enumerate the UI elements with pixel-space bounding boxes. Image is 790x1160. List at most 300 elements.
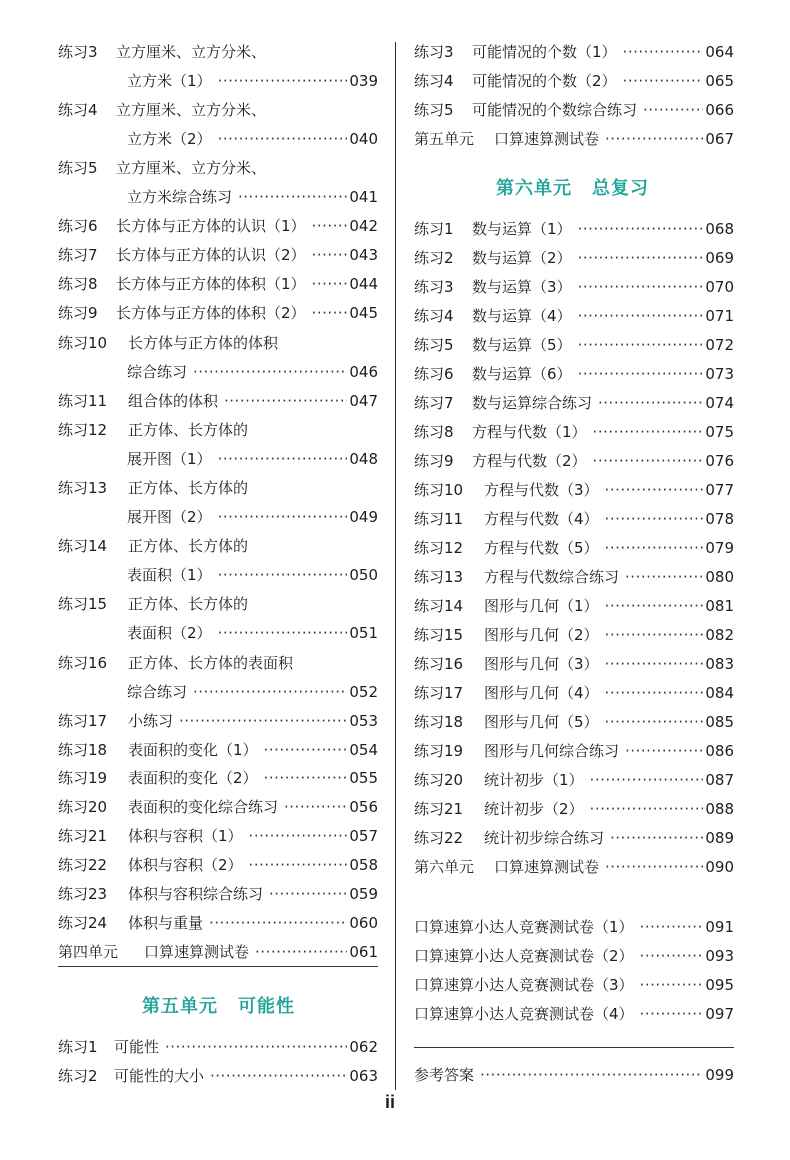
entry-number: 练习5 — [58, 159, 98, 177]
entry-page-number: 041 — [349, 188, 378, 206]
entry-page-number: 062 — [349, 1038, 378, 1056]
dot-leader — [249, 851, 348, 879]
entry-number: 练习22 — [414, 829, 464, 847]
toc-entry[interactable] — [58, 96, 378, 124]
entry-page-number: 056 — [349, 798, 378, 816]
entry-number: 练习17 — [58, 712, 108, 730]
entry-page-number: 057 — [349, 827, 378, 845]
toc-entry[interactable] — [414, 563, 734, 591]
toc-entry[interactable] — [58, 1062, 378, 1090]
entry-page-number: 040 — [349, 130, 378, 148]
toc-entry[interactable] — [58, 416, 378, 444]
entry-number: 练习6 — [58, 217, 98, 235]
entry-number: 练习21 — [58, 827, 108, 845]
toc-entry[interactable] — [414, 942, 734, 970]
entry-title: 长方体与正方体的体积（1） — [116, 275, 306, 293]
entry-title: 综合练习 — [127, 683, 188, 701]
toc-entry[interactable] — [414, 302, 734, 330]
dot-leader — [605, 853, 703, 881]
entry-number: 练习1 — [414, 220, 454, 238]
dot-leader — [224, 387, 347, 415]
entry-title: 可能情况的个数综合练习 — [472, 101, 638, 119]
entry-page-number: 093 — [705, 947, 734, 965]
entry-number: 练习3 — [414, 278, 454, 296]
dot-leader — [264, 736, 348, 764]
toc-entry[interactable] — [58, 793, 378, 821]
toc-entry[interactable] — [414, 621, 734, 649]
entry-title: 体积与容积综合练习 — [128, 885, 264, 903]
toc-entry[interactable] — [58, 1033, 378, 1061]
entry-title: 数与运算（5） — [472, 336, 572, 354]
entry-number: 练习15 — [58, 595, 108, 613]
entry-title: 小练习 — [128, 712, 174, 730]
entry-page-number: 077 — [705, 481, 734, 499]
dot-leader — [218, 561, 348, 589]
toc-entry[interactable] — [414, 331, 734, 359]
entry-page-number: 042 — [349, 217, 378, 235]
entry-title: 图形与几何（3） — [484, 655, 599, 673]
dot-leader — [605, 505, 704, 533]
toc-entry[interactable] — [58, 707, 378, 735]
dot-leader — [255, 938, 347, 966]
entry-title: 图形与几何（1） — [484, 597, 599, 615]
entry-number: 练习14 — [58, 537, 108, 555]
entry-title: 表面积（2） — [127, 624, 212, 642]
entry-page-number: 048 — [349, 450, 378, 468]
entry-page-number: 045 — [349, 304, 378, 322]
toc-entry[interactable] — [58, 590, 378, 618]
entry-page-number: 060 — [349, 914, 378, 932]
entry-number: 练习18 — [58, 741, 108, 759]
toc-entry[interactable] — [58, 880, 378, 908]
entry-number: 练习3 — [58, 43, 98, 61]
dot-leader — [238, 183, 347, 211]
entry-page-number: 070 — [705, 278, 734, 296]
toc-entry[interactable] — [58, 851, 378, 879]
toc-entry[interactable] — [58, 154, 378, 182]
entry-page-number: 088 — [705, 800, 734, 818]
entry-number: 第六单元 — [414, 858, 475, 876]
entry-page-number: 047 — [349, 392, 378, 410]
entry-page-number: 091 — [705, 918, 734, 936]
separator-line — [414, 1047, 734, 1048]
toc-entry[interactable] — [58, 736, 378, 764]
entry-title: 立方米（1） — [127, 72, 212, 90]
entry-title: 表面积的变化（2） — [128, 769, 258, 787]
toc-entry[interactable] — [414, 534, 734, 562]
entry-title: 方程与代数综合练习 — [484, 568, 620, 586]
entry-title: 表面积（1） — [127, 566, 212, 584]
entry-title: 口算速算小达人竞赛测试卷（3） — [414, 976, 634, 994]
entry-title: 口算速算小达人竞赛测试卷（4） — [414, 1005, 634, 1023]
entry-page-number: 078 — [705, 510, 734, 528]
entry-title: 可能情况的个数（1） — [472, 43, 617, 61]
entry-title: 数与运算（1） — [472, 220, 572, 238]
toc-entry[interactable] — [58, 299, 378, 327]
dot-leader — [605, 592, 704, 620]
dot-leader — [179, 707, 347, 735]
toc-entry[interactable] — [414, 389, 734, 417]
entry-page-number: 083 — [705, 655, 734, 673]
toc-entry[interactable] — [58, 561, 378, 589]
entry-title: 立方厘米、立方分米、 — [116, 43, 267, 61]
toc-entry[interactable] — [414, 1000, 734, 1028]
column-divider — [395, 42, 396, 1090]
entry-page-number: 071 — [705, 307, 734, 325]
toc-entry[interactable] — [58, 532, 378, 560]
entry-title: 正方体、长方体的 — [128, 421, 249, 439]
entry-title: 方程与代数（1） — [472, 423, 587, 441]
entry-page-number: 085 — [705, 713, 734, 731]
entry-number: 练习8 — [414, 423, 454, 441]
entry-page-number: 068 — [705, 220, 734, 238]
dot-leader — [625, 563, 703, 591]
entry-number: 练习2 — [58, 1067, 98, 1085]
toc-entry[interactable] — [58, 822, 378, 850]
entry-page-number: 076 — [705, 452, 734, 470]
entry-title: 方程与代数（4） — [484, 510, 599, 528]
dot-leader — [578, 244, 704, 272]
dot-leader — [264, 764, 348, 792]
dot-leader — [249, 822, 348, 850]
entry-page-number: 080 — [705, 568, 734, 586]
entry-page-number: 099 — [705, 1066, 734, 1084]
dot-leader — [312, 299, 348, 327]
dot-leader — [605, 125, 703, 153]
entry-title: 可能性的大小 — [114, 1067, 205, 1085]
toc-entry[interactable] — [58, 678, 378, 706]
entry-page-number: 081 — [705, 597, 734, 615]
toc-entry[interactable] — [414, 67, 734, 95]
entry-number: 练习4 — [58, 101, 98, 119]
entry-number: 练习21 — [414, 800, 464, 818]
toc-entry[interactable] — [58, 125, 378, 153]
entry-title: 正方体、长方体的 — [128, 595, 249, 613]
toc-entry[interactable] — [414, 273, 734, 301]
toc-entry[interactable] — [414, 824, 734, 852]
entry-number: 练习18 — [414, 713, 464, 731]
entry-title: 方程与代数（2） — [472, 452, 587, 470]
entry-number: 练习10 — [414, 481, 464, 499]
section-unit-label: 第五单元 — [142, 996, 218, 1017]
dot-leader — [218, 445, 348, 473]
toc-entry[interactable] — [414, 38, 734, 66]
entry-title: 图形与几何（2） — [484, 626, 599, 644]
dot-leader — [593, 418, 704, 446]
entry-page-number: 043 — [349, 246, 378, 264]
entry-page-number: 069 — [705, 249, 734, 267]
dot-leader — [578, 273, 704, 301]
entry-page-number: 044 — [349, 275, 378, 293]
entry-number: 练习4 — [414, 307, 454, 325]
entry-title: 数与运算（6） — [472, 365, 572, 383]
dot-leader — [605, 476, 704, 504]
toc-entry[interactable] — [58, 38, 378, 66]
entry-number: 练习10 — [58, 334, 108, 352]
section-heading — [142, 990, 295, 1024]
entry-title: 可能情况的个数（2） — [472, 72, 617, 90]
dot-leader — [218, 67, 348, 95]
dot-leader — [312, 270, 348, 298]
toc-entry[interactable] — [414, 418, 734, 446]
entry-number: 练习16 — [58, 654, 108, 672]
entry-page-number: 058 — [349, 856, 378, 874]
toc-entry[interactable] — [414, 215, 734, 243]
toc-entry[interactable] — [414, 853, 734, 881]
dot-leader — [218, 125, 348, 153]
dot-leader — [605, 534, 704, 562]
section-title: 总复习 — [592, 178, 649, 199]
entry-number: 练习8 — [58, 275, 98, 293]
toc-entry[interactable] — [58, 938, 378, 966]
page-number: ii — [385, 1092, 396, 1112]
entry-number: 练习13 — [58, 479, 108, 497]
dot-leader — [165, 1033, 347, 1061]
entry-page-number: 074 — [705, 394, 734, 412]
dot-leader — [625, 737, 703, 765]
entry-page-number: 097 — [705, 1005, 734, 1023]
dot-leader — [640, 942, 704, 970]
entry-number: 练习20 — [58, 798, 108, 816]
dot-leader — [640, 913, 704, 941]
entry-number: 练习23 — [58, 885, 108, 903]
dot-leader — [590, 766, 704, 794]
entry-title: 长方体与正方体的体积 — [128, 334, 279, 352]
dot-leader — [605, 708, 704, 736]
entry-page-number: 087 — [705, 771, 734, 789]
toc-entry[interactable] — [58, 270, 378, 298]
section-heading — [496, 172, 649, 206]
entry-number: 练习12 — [58, 421, 108, 439]
entry-page-number: 073 — [705, 365, 734, 383]
entry-number: 第五单元 — [414, 130, 475, 148]
entry-number: 练习7 — [58, 246, 98, 264]
toc-entry[interactable] — [414, 679, 734, 707]
entry-page-number: 053 — [349, 712, 378, 730]
dot-leader — [593, 447, 704, 475]
entry-number: 练习5 — [414, 336, 454, 354]
entry-number: 练习4 — [414, 72, 454, 90]
entry-title: 展开图（2） — [127, 508, 212, 526]
toc-entry[interactable] — [414, 244, 734, 272]
entry-title: 统计初步（2） — [484, 800, 584, 818]
entry-page-number: 084 — [705, 684, 734, 702]
entry-title: 口算速算小达人竞赛测试卷（2） — [414, 947, 634, 965]
toc-entry[interactable] — [58, 67, 378, 95]
entry-title: 长方体与正方体的体积（2） — [116, 304, 306, 322]
toc-entry[interactable] — [414, 592, 734, 620]
entry-page-number: 055 — [349, 769, 378, 787]
entry-title: 体积与容积（1） — [128, 827, 243, 845]
toc-entry[interactable] — [414, 913, 734, 941]
entry-number: 练习24 — [58, 914, 108, 932]
entry-page-number: 089 — [705, 829, 734, 847]
entry-page-number: 079 — [705, 539, 734, 557]
entry-page-number: 086 — [705, 742, 734, 760]
entry-title: 数与运算（2） — [472, 249, 572, 267]
dot-leader — [623, 38, 704, 66]
entry-page-number: 066 — [705, 101, 734, 119]
toc-entry[interactable] — [414, 737, 734, 765]
dot-leader — [312, 212, 348, 240]
entry-number: 练习6 — [414, 365, 454, 383]
toc-entry[interactable] — [58, 503, 378, 531]
toc-entry[interactable] — [58, 212, 378, 240]
entry-title: 口算速算测试卷 — [494, 130, 600, 148]
toc-entry[interactable] — [58, 764, 378, 792]
dot-leader — [312, 241, 348, 269]
entry-title: 表面积的变化（1） — [128, 741, 258, 759]
entry-title: 统计初步（1） — [484, 771, 584, 789]
dot-leader — [610, 824, 703, 852]
entry-number: 练习7 — [414, 394, 454, 412]
toc-entry[interactable] — [414, 125, 734, 153]
entry-title: 立方厘米、立方分米、 — [116, 159, 267, 177]
toc-entry[interactable] — [58, 183, 378, 211]
entry-title: 正方体、长方体的 — [128, 537, 249, 555]
entry-title: 组合体的体积 — [128, 392, 219, 410]
entry-title: 口算速算小达人竞赛测试卷（1） — [414, 918, 634, 936]
toc-entry[interactable] — [58, 474, 378, 502]
toc-entry[interactable] — [414, 1061, 734, 1089]
entry-number: 练习15 — [414, 626, 464, 644]
entry-title: 正方体、长方体的 — [128, 479, 249, 497]
entry-page-number: 072 — [705, 336, 734, 354]
entry-title: 图形与几何（5） — [484, 713, 599, 731]
entry-title: 正方体、长方体的表面积 — [128, 654, 294, 672]
entry-number: 练习9 — [414, 452, 454, 470]
entry-title: 表面积的变化综合练习 — [128, 798, 279, 816]
toc-entry[interactable] — [414, 766, 734, 794]
toc-entry[interactable] — [58, 241, 378, 269]
entry-title: 图形与几何综合练习 — [484, 742, 620, 760]
toc-entry[interactable] — [414, 476, 734, 504]
dot-leader — [578, 331, 704, 359]
toc-entry[interactable] — [414, 96, 734, 124]
toc-entry[interactable] — [58, 909, 378, 937]
entry-page-number: 095 — [705, 976, 734, 994]
entry-page-number: 067 — [705, 130, 734, 148]
toc-entry[interactable] — [58, 445, 378, 473]
entry-number: 练习12 — [414, 539, 464, 557]
toc-entry[interactable] — [414, 505, 734, 533]
entry-page-number: 063 — [349, 1067, 378, 1085]
entry-number: 练习20 — [414, 771, 464, 789]
dot-leader — [218, 619, 348, 647]
entry-title: 综合练习 — [127, 363, 188, 381]
entry-page-number: 046 — [349, 363, 378, 381]
entry-number: 练习2 — [414, 249, 454, 267]
entry-number: 练习5 — [414, 101, 454, 119]
entry-title: 方程与代数（3） — [484, 481, 599, 499]
entry-title: 口算速算测试卷 — [144, 943, 250, 961]
entry-number: 第四单元 — [58, 943, 119, 961]
dot-leader — [590, 795, 704, 823]
entry-page-number: 082 — [705, 626, 734, 644]
dot-leader — [218, 503, 348, 531]
entry-title: 体积与重量 — [128, 914, 204, 932]
dot-leader — [640, 971, 704, 999]
entry-page-number: 039 — [349, 72, 378, 90]
entry-page-number: 075 — [705, 423, 734, 441]
dot-leader — [643, 96, 703, 124]
section-unit-label: 第六单元 — [496, 178, 572, 199]
dot-leader — [269, 880, 347, 908]
entry-page-number: 061 — [349, 943, 378, 961]
entry-title: 立方米综合练习 — [127, 188, 233, 206]
toc-entry[interactable] — [58, 387, 378, 415]
toc-entry[interactable] — [414, 447, 734, 475]
dot-leader — [605, 679, 704, 707]
entry-page-number: 049 — [349, 508, 378, 526]
entry-title: 方程与代数（5） — [484, 539, 599, 557]
entry-number: 练习22 — [58, 856, 108, 874]
entry-title: 参考答案 — [414, 1066, 475, 1084]
entry-title: 长方体与正方体的认识（1） — [116, 217, 306, 235]
section-title: 可能性 — [238, 996, 295, 1017]
toc-entry[interactable] — [58, 619, 378, 647]
entry-number: 练习16 — [414, 655, 464, 673]
entry-page-number: 051 — [349, 624, 378, 642]
dot-leader — [480, 1061, 703, 1089]
entry-number: 练习19 — [58, 769, 108, 787]
entry-title: 数与运算综合练习 — [472, 394, 593, 412]
dot-leader — [578, 360, 704, 388]
toc-entry[interactable] — [414, 708, 734, 736]
entry-number: 练习17 — [414, 684, 464, 702]
entry-title: 展开图（1） — [127, 450, 212, 468]
entry-number: 练习19 — [414, 742, 464, 760]
toc-entry[interactable] — [58, 358, 378, 386]
entry-title: 统计初步综合练习 — [484, 829, 605, 847]
entry-number: 练习1 — [58, 1038, 98, 1056]
entry-title: 口算速算测试卷 — [494, 858, 600, 876]
separator-line — [58, 966, 378, 967]
entry-page-number: 050 — [349, 566, 378, 584]
dot-leader — [284, 793, 347, 821]
dot-leader — [193, 678, 347, 706]
toc-entry[interactable] — [58, 649, 378, 677]
entry-title: 可能性 — [114, 1038, 160, 1056]
entry-number: 练习9 — [58, 304, 98, 322]
toc-entry[interactable] — [414, 795, 734, 823]
dot-leader — [209, 909, 347, 937]
toc-entry[interactable] — [414, 360, 734, 388]
entry-title: 数与运算（3） — [472, 278, 572, 296]
toc-entry[interactable] — [414, 971, 734, 999]
toc-entry[interactable] — [58, 329, 378, 357]
dot-leader — [578, 215, 704, 243]
toc-entry[interactable] — [414, 650, 734, 678]
entry-number: 练习3 — [414, 43, 454, 61]
entry-title: 图形与几何（4） — [484, 684, 599, 702]
entry-title: 长方体与正方体的认识（2） — [116, 246, 306, 264]
dot-leader — [598, 389, 703, 417]
dot-leader — [210, 1062, 347, 1090]
dot-leader — [623, 67, 704, 95]
dot-leader — [193, 358, 347, 386]
entry-title: 体积与容积（2） — [128, 856, 243, 874]
entry-number: 练习14 — [414, 597, 464, 615]
entry-title: 数与运算（4） — [472, 307, 572, 325]
dot-leader — [605, 621, 704, 649]
entry-page-number: 064 — [705, 43, 734, 61]
dot-leader — [605, 650, 704, 678]
dot-leader — [578, 302, 704, 330]
entry-number: 练习13 — [414, 568, 464, 586]
entry-number: 练习11 — [414, 510, 464, 528]
entry-page-number: 059 — [349, 885, 378, 903]
